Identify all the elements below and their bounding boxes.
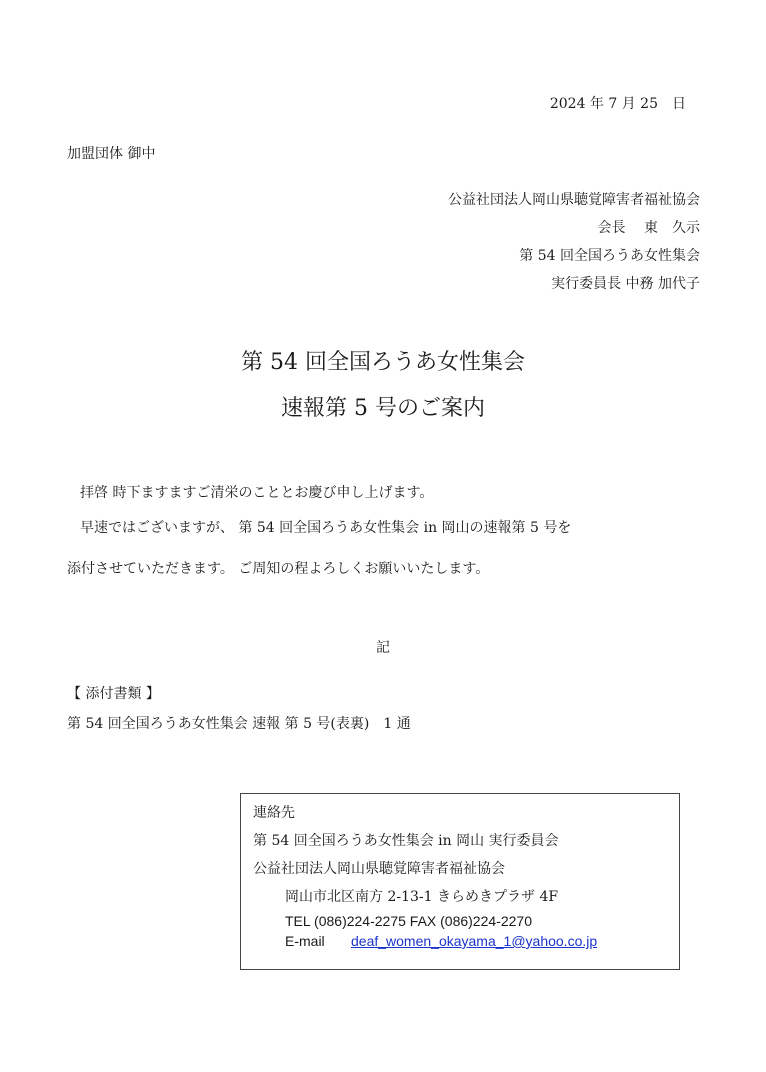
email-label: E-mail: [285, 933, 325, 949]
body-paragraph-line2: 添付させていただきます。 ご周知の程よろしくお願いいたします。: [67, 561, 490, 577]
document-subtitle: 速報第 5 号のご案内: [281, 396, 485, 421]
body-paragraph-line1: 早速ではございますが、 第 54 回全国ろうあ女性集会 in 岡山の速報第 5 号を: [80, 520, 572, 536]
addressee: 加盟団体 御中: [67, 146, 156, 162]
greeting-line: 拝啓 時下ますますご清栄のこととお慶び申し上げます。: [80, 485, 434, 501]
contact-organization: 公益社団法人岡山県聴覚障害者福祉協会: [253, 861, 505, 877]
letter-date: 2024 年 7 月 25 日: [549, 96, 686, 112]
document-title: 第 54 回全国ろうあ女性集会: [241, 350, 525, 375]
contact-box: [240, 793, 680, 970]
sender-committee-chair: 実行委員長 中務 加代子: [551, 276, 700, 292]
contact-tel-fax: TEL (086)224-2275 FAX (086)224-2270: [285, 913, 532, 929]
email-link[interactable]: deaf_women_okayama_1@yahoo.co.jp: [351, 933, 598, 949]
contact-address: 岡山市北区南方 2-13-1 きらめきプラザ 4F: [285, 889, 559, 905]
contact-committee: 第 54 回全国ろうあ女性集会 in 岡山 実行委員会: [253, 833, 559, 849]
sender-org: 公益社団法人岡山県聴覚障害者福祉協会: [448, 192, 700, 208]
attachments-heading: 【 添付書類 】: [67, 686, 160, 702]
sender-president: 会長 東 久示: [597, 220, 700, 236]
contact-email-row: [285, 934, 597, 948]
contact-heading: 連絡先: [253, 805, 295, 821]
attachment-item: 第 54 回全国ろうあ女性集会 速報 第 5 号(表裏) 1 通: [67, 716, 411, 732]
sender-event: 第 54 回全国ろうあ女性集会: [519, 248, 700, 264]
ki-marker: 記: [376, 640, 390, 656]
